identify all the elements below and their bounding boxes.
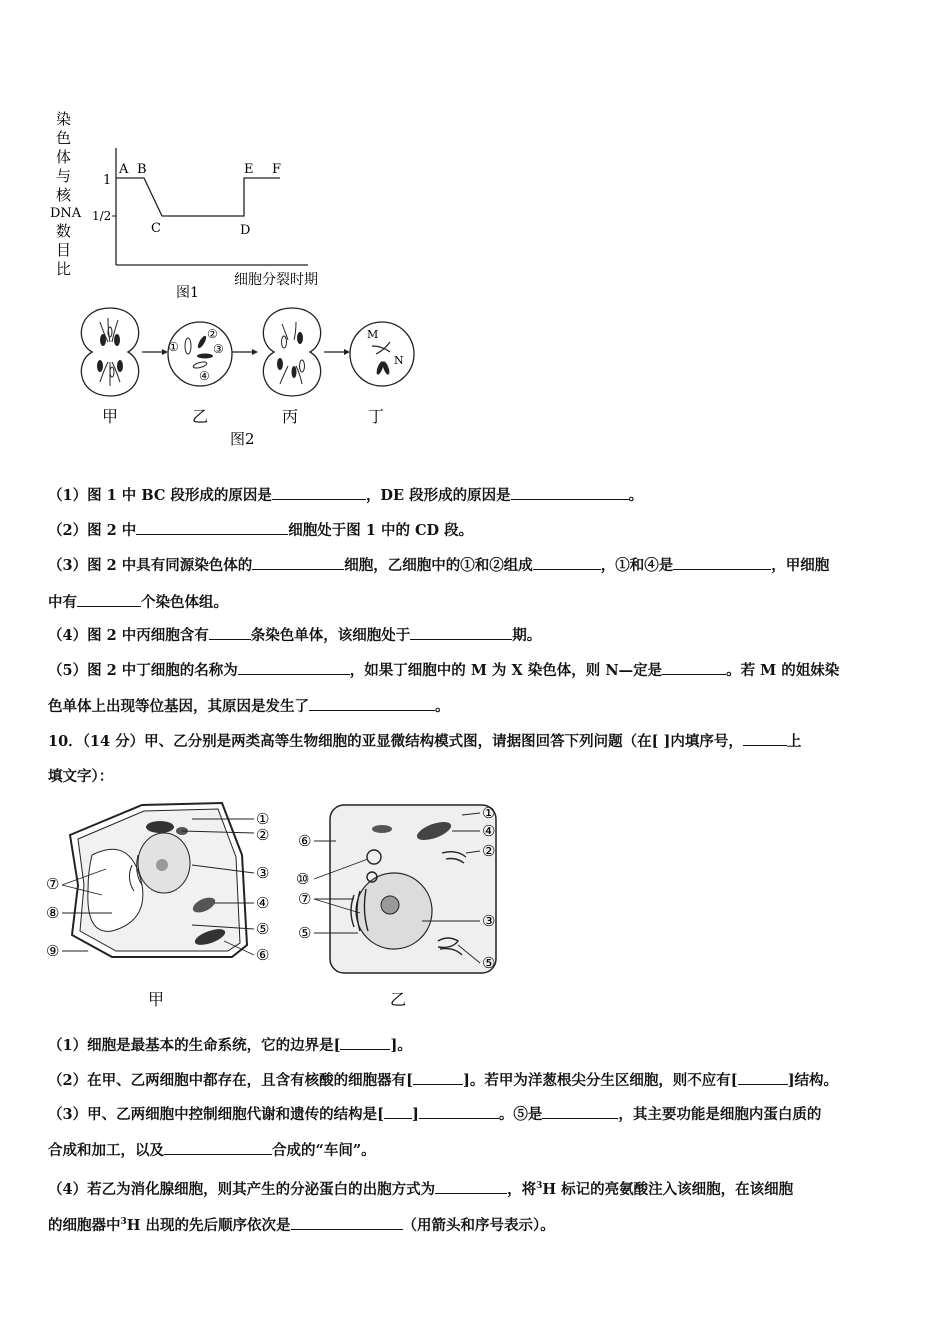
answer-blank[interactable] bbox=[209, 625, 251, 640]
ylabel-char: 与 bbox=[56, 167, 72, 185]
q9-part3-line2: 中有 个染色体组。 bbox=[48, 594, 228, 611]
q10-part3-line1: （3）甲、乙两细胞中控制细胞代谢和遗传的结构是[ ] 。⑤是 ，其主要功能是细胞内蛋白质的 bbox=[48, 1106, 822, 1123]
ylabel-char: 比 bbox=[56, 260, 72, 278]
q9-part5-line1: （5）图 2 中丁细胞的名称为 ，如果丁细胞中的 M 为 X 染色体，则 N—定是 。若 M 的姐妹染 bbox=[48, 662, 840, 679]
answer-blank[interactable] bbox=[309, 696, 435, 711]
yi-label: ④ bbox=[482, 822, 496, 840]
yi-label: ⑥ bbox=[298, 832, 312, 850]
point-D: D bbox=[240, 223, 251, 238]
figure-2-cells bbox=[70, 302, 430, 452]
jia-label: ⑥ bbox=[256, 946, 270, 964]
q9-part3-line1: （3）图 2 中具有同源染色体的 细胞，乙细胞中的①和②组成 ，①和④是 ，甲细胞 bbox=[48, 557, 830, 574]
cell-ding bbox=[350, 322, 414, 386]
q10-stem-line1: 10．（14 分）甲、乙分别是两类高等生物细胞的亚显微结构模式图，请据图回答下列问题（在[ ]内填序号， 上 bbox=[48, 733, 802, 750]
answer-blank[interactable] bbox=[673, 555, 771, 570]
answer-blank[interactable] bbox=[384, 1104, 412, 1119]
superscript-3: 3 bbox=[120, 1217, 127, 1227]
ratio-curve bbox=[116, 178, 280, 216]
superscript-3: 3 bbox=[536, 1181, 543, 1191]
answer-blank[interactable] bbox=[252, 555, 344, 570]
yi-marker: ① bbox=[168, 340, 179, 354]
q9-part2: （2）图 2 中 细胞处于图 1 中的 CD 段。 bbox=[48, 522, 474, 539]
answer-blank[interactable] bbox=[419, 1104, 499, 1119]
q9-part5-line2: 色单体上出现等位基因，其原因是发生了 。 bbox=[48, 698, 450, 715]
q10-part4-line2: 的细胞器中$^3$H 出现的先后顺序依次是 （用箭头和序号表示）。 bbox=[48, 1216, 555, 1234]
x-axis-label: 细胞分裂时期 bbox=[234, 272, 318, 288]
yi-marker: ④ bbox=[199, 369, 210, 383]
ylabel-char: 核 bbox=[56, 186, 72, 204]
jia-label: ⑨ bbox=[46, 942, 60, 960]
ylabel-char: 体 bbox=[56, 148, 72, 166]
yi-marker: ② bbox=[207, 327, 218, 341]
jia-caption: 甲 bbox=[148, 990, 165, 1009]
ding-marker-M: M bbox=[367, 328, 379, 341]
yi-label: ⑦ bbox=[298, 890, 312, 908]
answer-blank[interactable] bbox=[272, 485, 366, 500]
answer-blank[interactable] bbox=[291, 1215, 403, 1230]
point-E: E bbox=[244, 162, 254, 177]
jia-label: ④ bbox=[256, 894, 270, 912]
q10-part1: （1）细胞是最基本的生命系统，它的边界是[ ]。 bbox=[48, 1037, 412, 1054]
ylabel-char: 目 bbox=[56, 241, 72, 259]
jia-label: ⑧ bbox=[46, 904, 60, 922]
jia-label: ⑦ bbox=[46, 875, 60, 893]
yi-label: ③ bbox=[482, 912, 496, 930]
q9-part1: （1）图 1 中 BC 段形成的原因是 ，DE 段形成的原因是 。 bbox=[48, 487, 644, 504]
answer-blank[interactable] bbox=[238, 660, 350, 675]
q10-part3-line2: 合成和加工，以及 合成的“车间”。 bbox=[48, 1142, 376, 1159]
q9-part4: （4）图 2 中丙细胞含有 条染色单体，该细胞处于 期。 bbox=[48, 627, 542, 644]
yi-caption: 乙 bbox=[390, 990, 407, 1009]
cell-jia bbox=[81, 308, 138, 396]
figure-1-ylabel bbox=[50, 110, 82, 278]
cell-label-jia: 甲 bbox=[102, 407, 119, 426]
yi-label: ⑩ bbox=[296, 870, 310, 888]
y-tick-1: 1 bbox=[103, 173, 112, 188]
q10-part4-line1: （4）若乙为消化腺细胞，则其产生的分泌蛋白的出胞方式为 ，将$^3$H 标记的亮氨酸注入该细胞，在该细胞 bbox=[48, 1180, 794, 1198]
answer-blank[interactable] bbox=[340, 1035, 390, 1050]
yi-label: ⑤ bbox=[298, 924, 312, 942]
point-F: F bbox=[272, 162, 282, 177]
answer-blank[interactable] bbox=[136, 520, 288, 535]
ylabel-char: 染 bbox=[56, 110, 72, 128]
yi-label: ⑤ bbox=[482, 954, 496, 972]
answer-blank[interactable] bbox=[435, 1179, 507, 1194]
answer-blank[interactable] bbox=[410, 625, 512, 640]
plant-cell-jia bbox=[70, 803, 247, 957]
answer-blank[interactable] bbox=[511, 485, 629, 500]
q10-stem-line2: 填文字）： bbox=[48, 768, 114, 785]
jia-label: ① bbox=[256, 810, 270, 828]
answer-blank[interactable] bbox=[413, 1070, 463, 1085]
point-A: A bbox=[119, 162, 129, 177]
point-B: B bbox=[137, 162, 147, 177]
animal-cell-yi bbox=[330, 805, 496, 973]
jia-label: ② bbox=[256, 826, 270, 844]
ylabel-char: 数 bbox=[56, 222, 72, 240]
answer-blank[interactable] bbox=[77, 592, 141, 607]
answer-blank[interactable] bbox=[662, 660, 726, 675]
jia-label: ⑤ bbox=[256, 920, 270, 938]
answer-blank[interactable] bbox=[542, 1104, 618, 1119]
cell-label-ding: 丁 bbox=[368, 407, 385, 426]
cell-label-bing: 丙 bbox=[282, 407, 299, 426]
answer-blank[interactable] bbox=[164, 1140, 272, 1155]
figure-3-cells bbox=[42, 795, 512, 1015]
cell-bing bbox=[263, 308, 320, 396]
figure-1-caption: 图1 bbox=[176, 285, 199, 301]
point-C: C bbox=[151, 221, 161, 236]
answer-blank[interactable] bbox=[533, 555, 601, 570]
cell-label-yi: 乙 bbox=[192, 407, 209, 426]
yi-marker: ③ bbox=[213, 342, 224, 356]
ylabel-char: 色 bbox=[56, 129, 72, 147]
q10-part2: （2）在甲、乙两细胞中都存在，且含有核酸的细胞器有[ ]。若甲为洋葱根尖分生区细胞，则不应有[ ]结构。 bbox=[48, 1072, 839, 1089]
figure-2-caption: 图2 bbox=[230, 430, 255, 448]
yi-label: ① bbox=[482, 804, 496, 822]
yi-label: ② bbox=[482, 842, 496, 860]
jia-label: ③ bbox=[256, 864, 270, 882]
ylabel-char: DNA bbox=[50, 206, 82, 221]
figure-1-graph bbox=[48, 100, 358, 310]
ding-marker-N: N bbox=[394, 354, 404, 367]
y-tick-half: 1/2 bbox=[92, 209, 112, 223]
answer-blank[interactable] bbox=[743, 731, 787, 746]
answer-blank[interactable] bbox=[738, 1070, 788, 1085]
